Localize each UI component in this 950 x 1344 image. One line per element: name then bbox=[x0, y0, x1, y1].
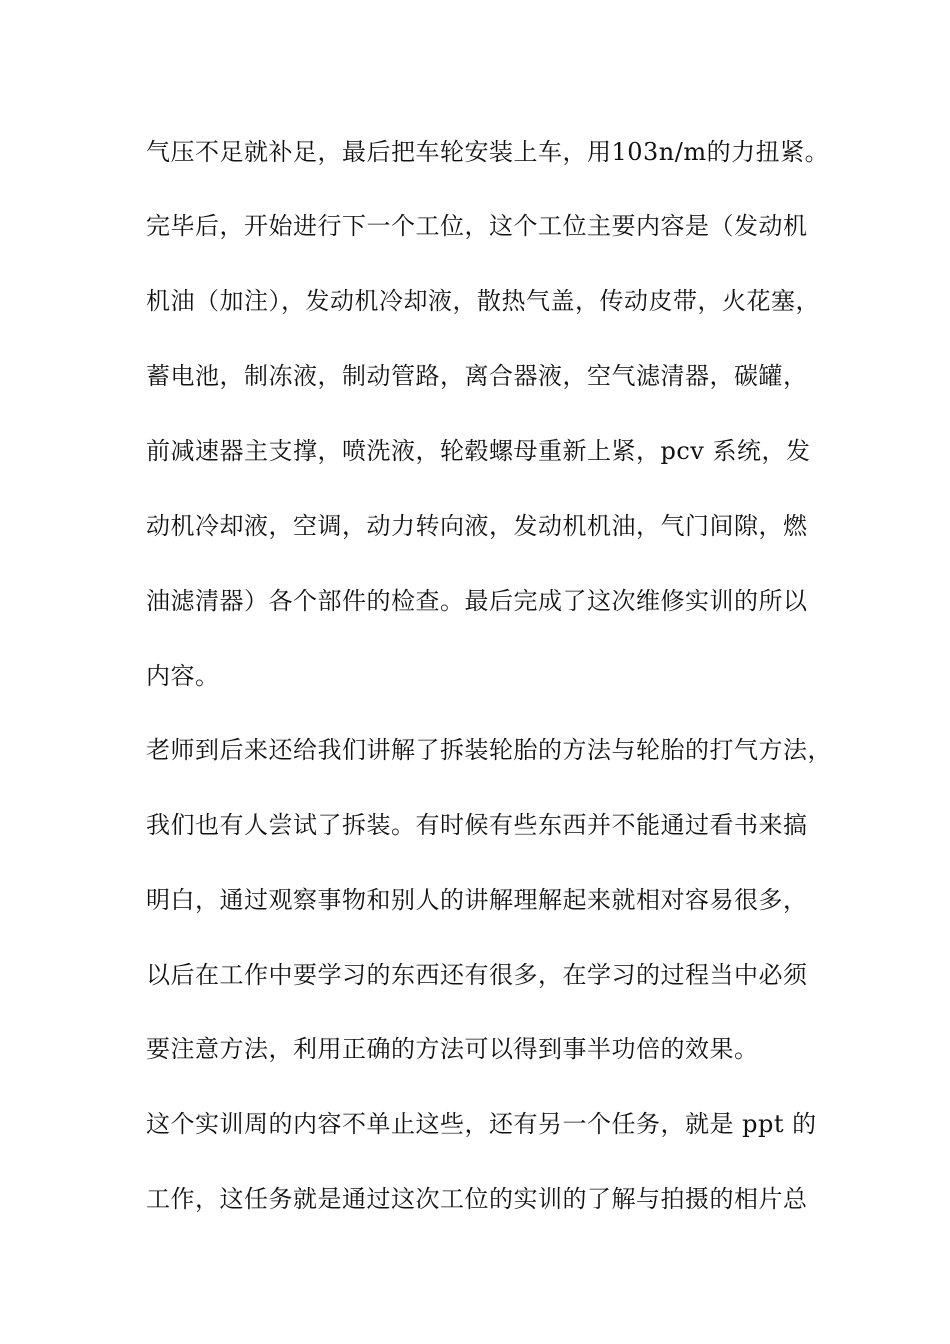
text-line-11: 明白，通过观察事物和别人的讲解理解起来就相对容易很多， bbox=[146, 886, 808, 914]
text-line-10: 我们也有人尝试了拆装。有时候有些东西并不能通过看书来搞 bbox=[146, 811, 808, 839]
text-line-12: 以后在工作中要学习的东西还有很多，在学习的过程当中必须 bbox=[146, 961, 808, 989]
text-line-4: 蓄电池，制冻液，制动管路，离合器液，空气滤清器，碳罐， bbox=[146, 362, 808, 390]
text-line-6: 动机冷却液，空调，动力转向液，发动机机油，气门间隙，燃 bbox=[146, 512, 808, 540]
text-line-5: 前减速器主支撑，喷洗液，轮毂螺母重新上紧，pcv 系统，发 bbox=[146, 437, 811, 465]
text-line-8: 内容。 bbox=[146, 662, 220, 690]
text-line-3: 机油（加注），发动机冷却液，散热气盖，传动皮带，火花塞， bbox=[146, 287, 820, 315]
text-line-1: 气压不足就补足，最后把车轮安装上车，用103n/m的力扭紧。 bbox=[146, 138, 830, 166]
text-line-2: 完毕后，开始进行下一个工位，这个工位主要内容是（发动机 bbox=[146, 212, 808, 240]
text-line-7: 油滤清器）各个部件的检查。最后完成了这次维修实训的所以 bbox=[146, 587, 808, 615]
text-line-9: 老师到后来还给我们讲解了拆装轮胎的方法与轮胎的打气方法， bbox=[146, 736, 832, 764]
text-line-13: 要注意方法，利用正确的方法可以得到事半功倍的效果。 bbox=[146, 1035, 759, 1063]
text-line-14: 这个实训周的内容不单止这些，还有另一个任务，就是 ppt 的 bbox=[146, 1110, 817, 1138]
text-line-15: 工作，这任务就是通过这次工位的实训的了解与拍摄的相片总 bbox=[146, 1185, 808, 1213]
